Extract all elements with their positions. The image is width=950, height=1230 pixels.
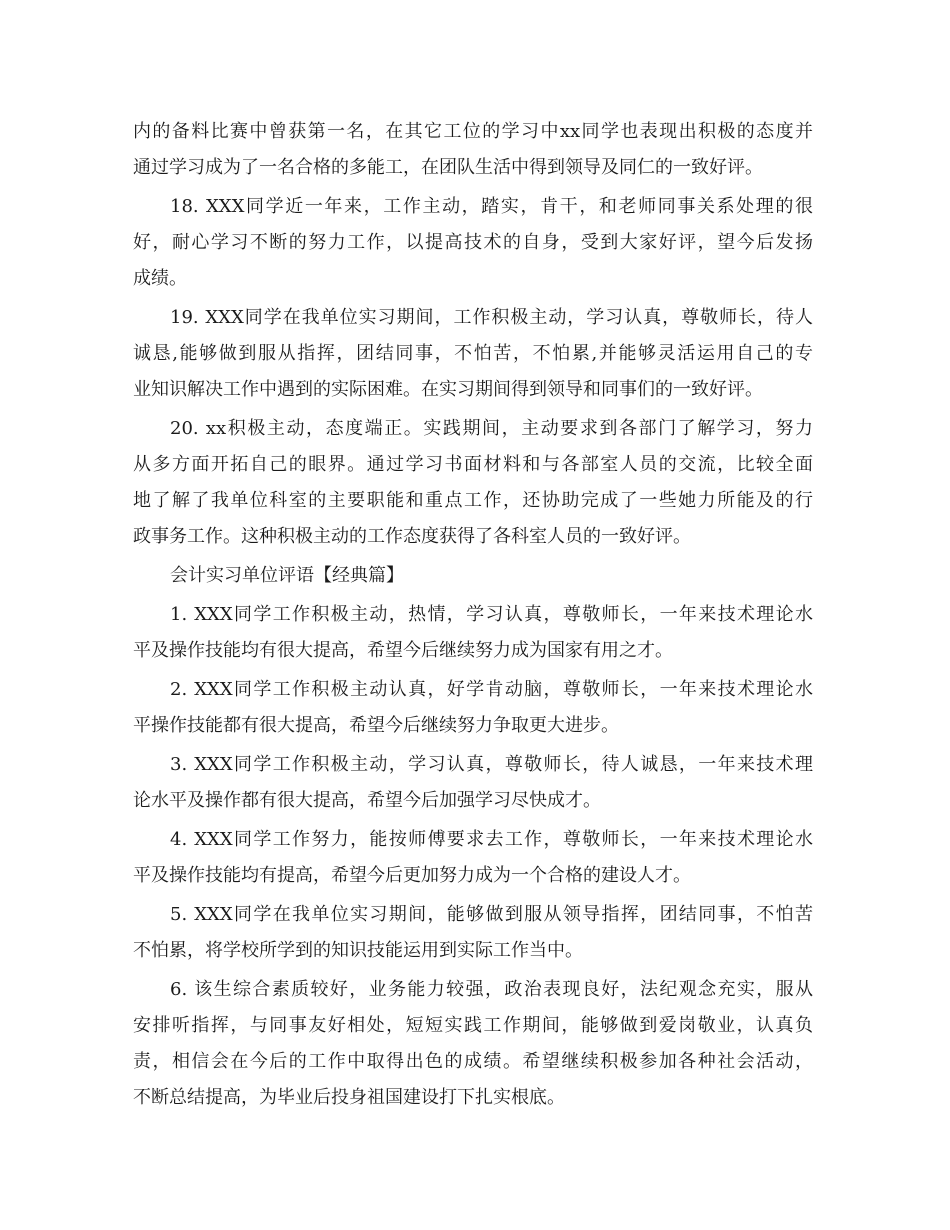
text-line: 从多方面开拓自己的眼界。通过学习书面材料和与各部室人员的交流，比较全面	[133, 454, 813, 475]
text-line: 1. XXX同学工作积极主动，热情，学习认真，尊敬师长，一年来技术理论水	[170, 604, 813, 625]
text-line: 政事务工作。这种积极主动的工作态度获得了各科室人员的一致好评。	[133, 526, 691, 547]
text-line: 论水平及操作都有很大提高，希望今后加强学习尽快成才。	[133, 790, 601, 811]
paragraph	[133, 972, 813, 1116]
text-line: 平操作技能都有很大提高，希望今后继续努力争取更大进步。	[133, 715, 619, 736]
paragraph	[133, 558, 813, 594]
text-line: 业知识解决工作中遇到的实际困难。在实习期间得到领导和同事们的一致好评。	[133, 379, 763, 400]
text-line: 5. XXX同学在我单位实习期间，能够做到服从领导指挥，团结同事，不怕苦	[170, 904, 813, 925]
paragraph	[133, 897, 813, 969]
text-line: 2. XXX同学工作积极主动认真，好学肯动脑，尊敬师长，一年来技术理论水	[170, 679, 813, 700]
text-line: 安排听指挥，与同事友好相处，短短实践工作期间，能够做到爱岗敬业，认真负	[133, 1015, 813, 1036]
paragraph	[133, 672, 813, 744]
text-line: 3. XXX同学工作积极主动，学习认真，尊敬师长，待人诚恳，一年来技术理	[170, 754, 813, 775]
paragraph	[133, 747, 813, 819]
paragraph	[133, 189, 813, 297]
text-line: 18. XXX同学近一年来，工作主动，踏实，肯干，和老师同事关系处理的很	[170, 196, 813, 217]
text-line: 诚恳,能够做到服从指挥，团结同事，不怕苦，不怕累,并能够灵活运用自己的专	[133, 343, 813, 364]
paragraph	[133, 597, 813, 669]
text-line: 平及操作技能均有很大提高，希望今后继续努力成为国家有用之才。	[133, 640, 673, 661]
text-line: 会计实习单位评语【经典篇】	[170, 565, 404, 586]
text-line: 好，耐心学习不断的努力工作，以提高技术的自身，受到大家好评，望今后发扬	[133, 232, 813, 253]
text-line: 不怕累，将学校所学到的知识技能运用到实际工作当中。	[133, 940, 583, 961]
text-line: 通过学习成为了一名合格的多能工，在团队生活中得到领导及同仁的一致好评。	[133, 157, 763, 178]
text-line: 内的备料比赛中曾获第一名，在其它工位的学习中xx同学也表现出积极的态度并	[133, 121, 813, 142]
text-line: 6. 该生综合素质较好，业务能力较强，政治表现良好，法纪观念充实，服从	[170, 979, 813, 1000]
paragraph	[133, 411, 813, 555]
text-line: 20. xx积极主动，态度端正。实践期间，主动要求到各部门了解学习，努力	[170, 418, 813, 439]
text-line: 4. XXX同学工作努力，能按师傅要求去工作，尊敬师长，一年来技术理论水	[170, 829, 813, 850]
text-line: 19. XXX同学在我单位实习期间，工作积极主动，学习认真，尊敬师长，待人	[170, 307, 813, 328]
text-line: 不断总结提高，为毕业后投身祖国建设打下扎实根底。	[133, 1087, 565, 1108]
document-page	[133, 111, 813, 1116]
paragraph	[133, 114, 813, 186]
text-line: 地了解了我单位科室的主要职能和重点工作，还协助完成了一些她力所能及的行	[133, 490, 813, 511]
text-line: 成绩。	[133, 268, 187, 289]
paragraph	[133, 822, 813, 894]
paragraph	[133, 300, 813, 408]
text-line: 平及操作技能均有提高，希望今后更加努力成为一个合格的建设人才。	[133, 865, 691, 886]
text-line: 责，相信会在今后的工作中取得出色的成绩。希望继续积极参加各种社会活动，	[133, 1051, 813, 1072]
